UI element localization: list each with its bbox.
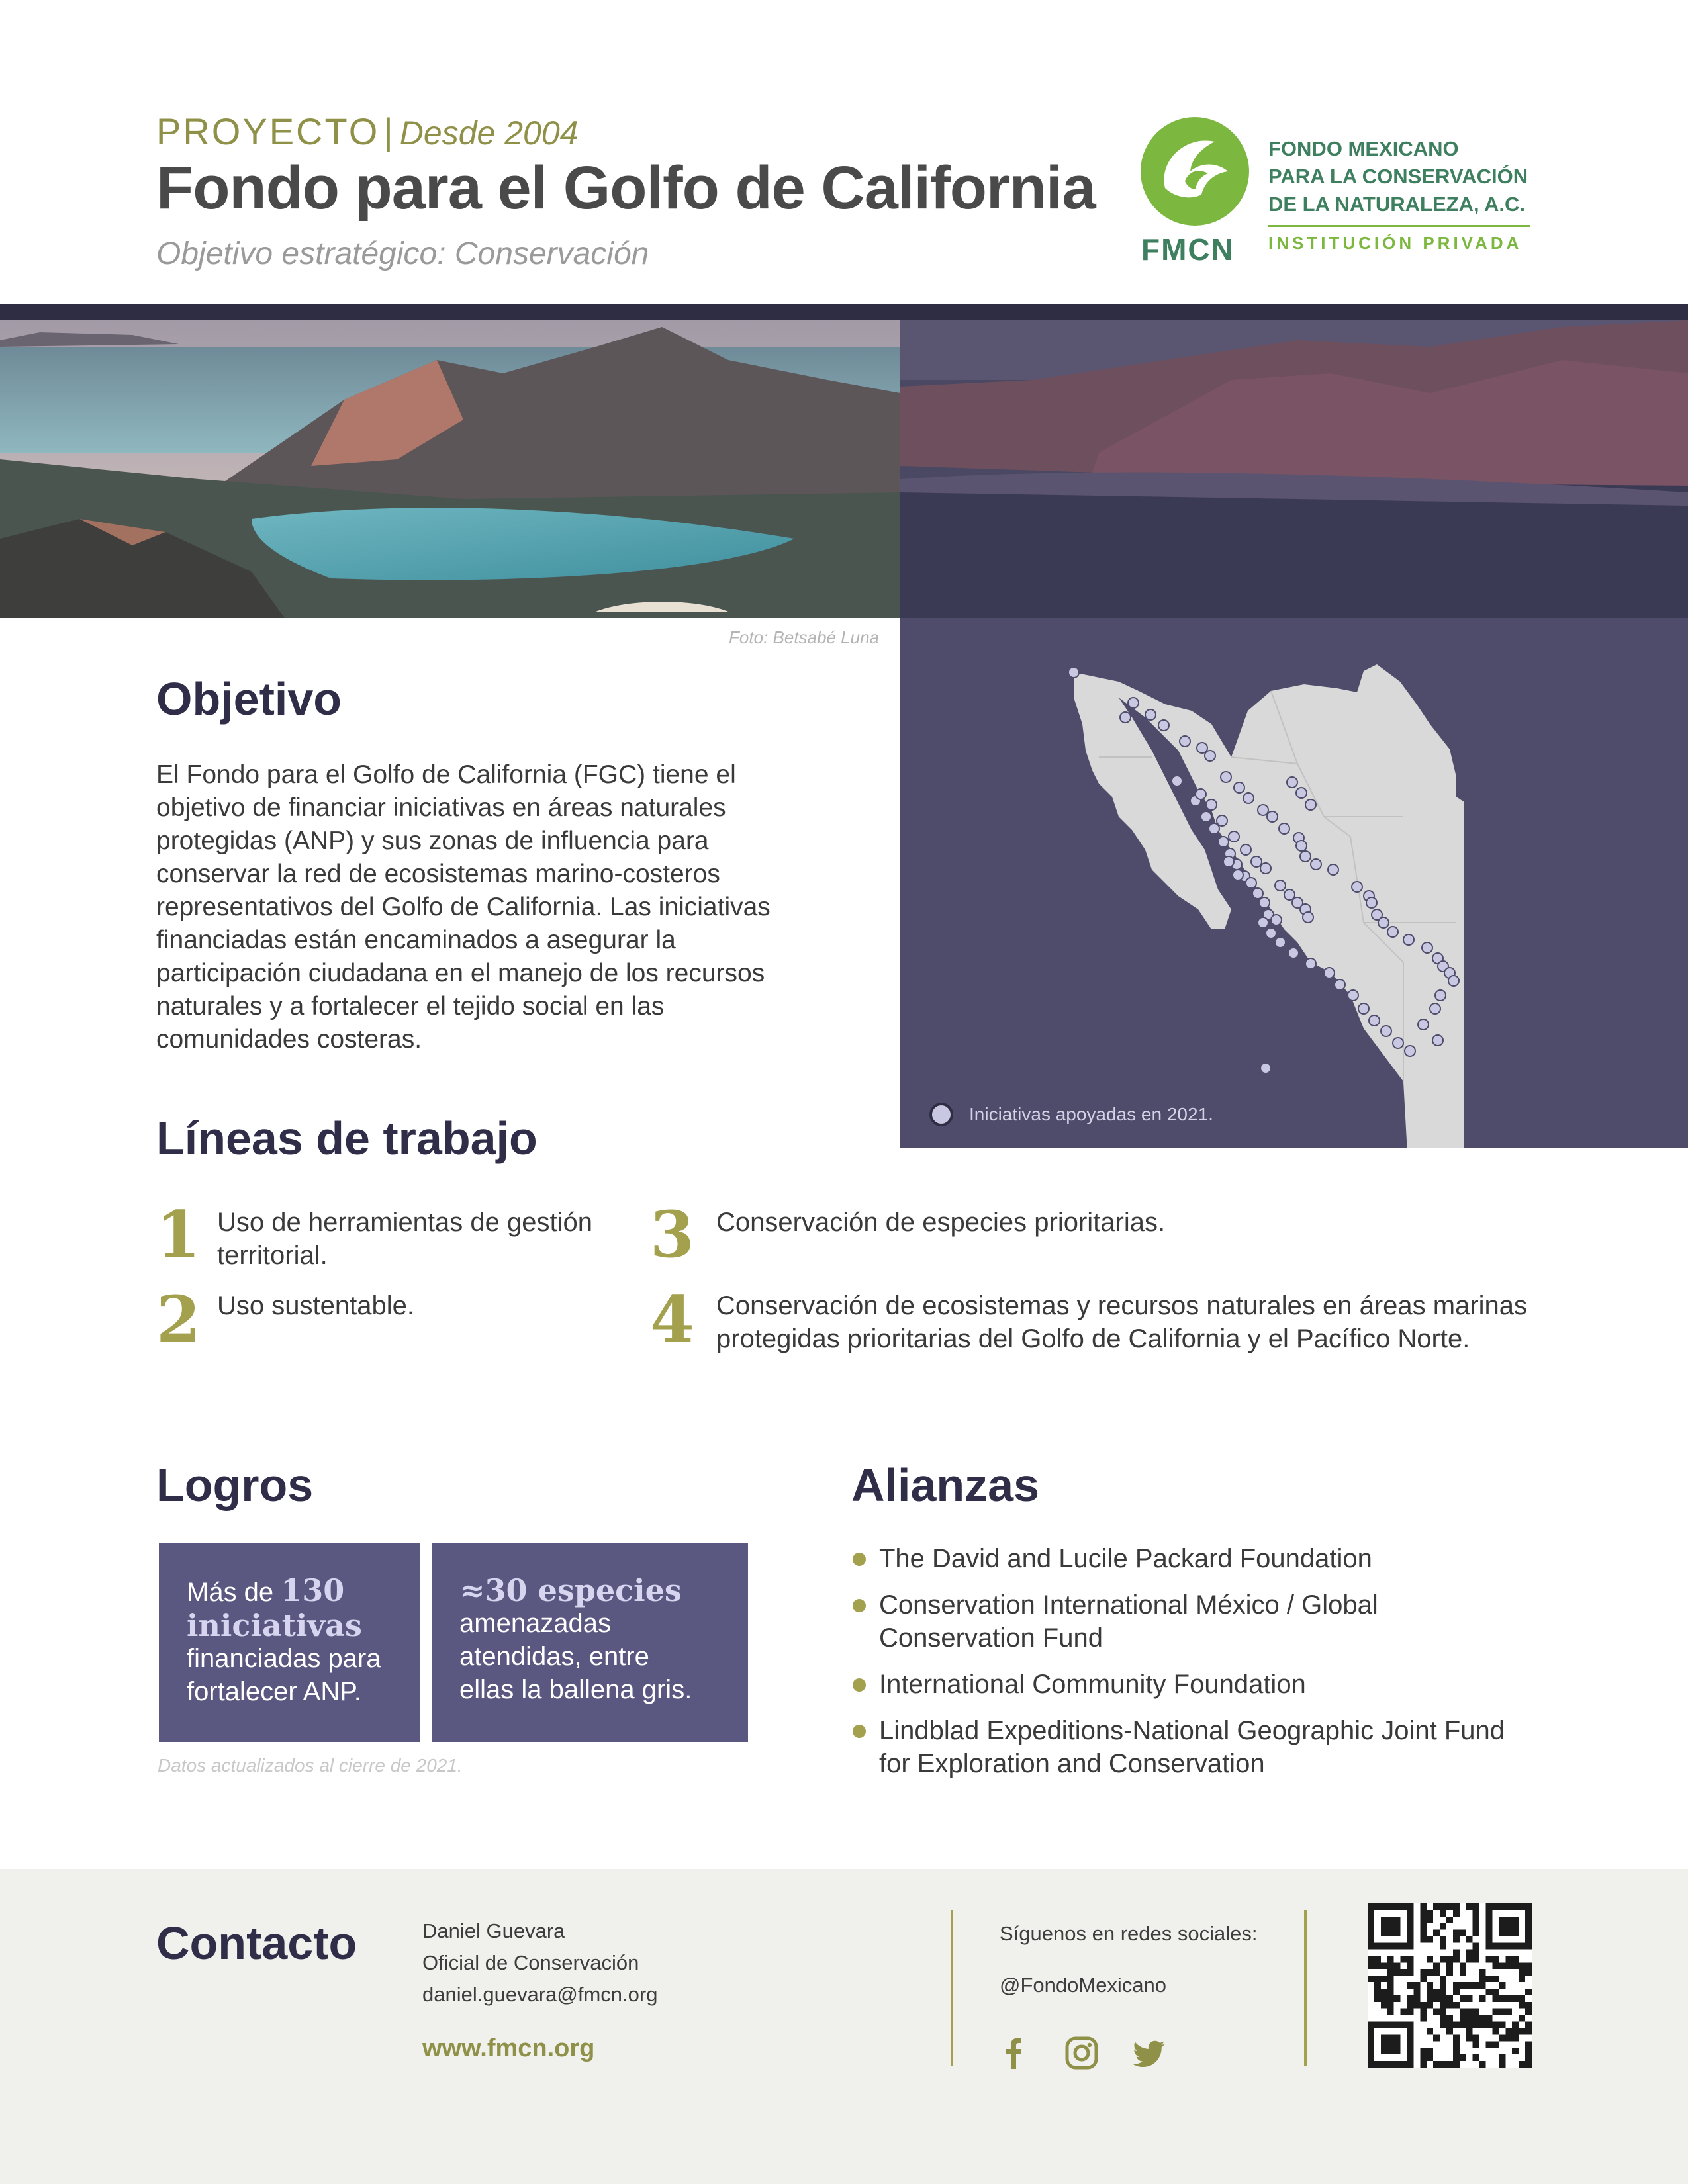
list-item: Conservation International México / Global Conservation Fund — [851, 1588, 1553, 1655]
bullet-icon — [853, 1725, 866, 1738]
initiative-dot — [1352, 882, 1362, 892]
linea-text-1: Uso de herramientas de gestión territorial. — [217, 1208, 592, 1270]
initiative-dot — [1435, 990, 1446, 1001]
initiative-dot — [1393, 1038, 1403, 1048]
initiative-dot — [1288, 948, 1299, 958]
initiative-dot — [1311, 859, 1321, 870]
initiative-dot — [1205, 751, 1215, 761]
initiative-dot — [1120, 712, 1131, 723]
legend-dot-icon — [929, 1103, 953, 1126]
alianzas-list — [851, 1542, 1553, 1794]
initiative-dot — [1403, 934, 1414, 945]
contact-name: Daniel Guevara — [422, 1919, 565, 1942]
initiative-dot — [1180, 736, 1190, 747]
initiative-dot — [1358, 1003, 1369, 1014]
initiative-dot — [1303, 912, 1313, 923]
initiative-dot — [1432, 1035, 1443, 1046]
page-subtitle: Objetivo estratégico: Conservación — [156, 236, 649, 271]
initiative-dot — [1260, 863, 1271, 874]
landscape-photo-right — [900, 320, 1688, 618]
page-title: Fondo para el Golfo de California — [156, 154, 1096, 222]
initiative-dot — [1284, 889, 1295, 900]
alianzas-heading: Alianzas — [851, 1459, 1039, 1511]
linea-number-3: 3 — [650, 1197, 694, 1272]
initiative-dot — [1279, 823, 1289, 834]
initiative-dot — [1296, 841, 1307, 851]
photo-credit: Foto: Betsabé Luna — [729, 627, 879, 647]
linea-text-4: Conservación de ecosistemas y recursos naturales en áreas marinas protegidas prioritarias del Golfo de California y el Pacífico Norte. — [716, 1291, 1528, 1353]
logo-divider — [1268, 225, 1530, 227]
social-label: Síguenos en redes sociales: — [1000, 1922, 1258, 1945]
website-link[interactable]: www.fmcn.org — [422, 2034, 595, 2062]
initiative-dot — [1275, 937, 1286, 948]
landscape-photo-left — [0, 320, 900, 618]
social-handle[interactable]: @FondoMexicano — [1000, 1974, 1167, 1997]
initiative-dot — [1209, 823, 1219, 834]
initiative-dot — [1201, 811, 1211, 822]
lineas-heading: Líneas de trabajo — [156, 1113, 538, 1164]
since-year: Desde 2004 — [399, 114, 579, 152]
logo-tagline: INSTITUCIÓN PRIVADA — [1268, 233, 1523, 253]
initiative-dot — [1145, 709, 1156, 720]
initiative-dot — [1217, 815, 1227, 826]
twitter-icon[interactable] — [1132, 2034, 1169, 2071]
initiative-dot — [1287, 777, 1297, 788]
map-legend: Iniciativas apoyadas en 2021. — [969, 1104, 1213, 1124]
initiative-dot — [1258, 805, 1268, 815]
linea-text-2: Uso sustentable. — [217, 1291, 414, 1320]
initiative-dot — [1305, 799, 1316, 810]
contacto-heading: Contacto — [156, 1917, 357, 1969]
logros-note: Datos actualizados al cierre de 2021. — [158, 1755, 463, 1776]
initiative-dot — [1422, 942, 1432, 953]
initiative-dot — [1366, 897, 1377, 908]
initiative-dot — [1266, 928, 1276, 938]
initiative-dot — [1405, 1046, 1415, 1056]
linea-number-2: 2 — [156, 1282, 201, 1357]
bullet-icon — [853, 1678, 866, 1692]
initiative-dot — [1223, 856, 1234, 867]
initiative-dot — [1233, 870, 1243, 880]
linea-number-1: 1 — [156, 1197, 201, 1272]
initiatives-map — [900, 618, 1688, 1148]
bullet-icon — [853, 1553, 866, 1566]
initiative-dot — [1335, 979, 1345, 990]
initiative-dot — [1381, 1026, 1391, 1036]
initiative-dot — [1196, 789, 1206, 799]
project-label: PROYECTO | Desde 2004 — [156, 111, 579, 152]
initiative-dot — [1430, 1003, 1440, 1014]
initiative-dot — [1197, 743, 1207, 753]
fmcn-logo-icon — [1139, 115, 1251, 228]
linea-number-4: 4 — [650, 1282, 694, 1357]
initiative-dot — [1246, 878, 1256, 888]
initiative-dot — [1324, 968, 1335, 978]
initiative-dot — [1378, 917, 1389, 928]
initiative-dot — [1128, 698, 1139, 708]
initiative-dot — [1267, 811, 1278, 822]
initiative-dot — [1234, 782, 1244, 793]
qr-code-icon[interactable] — [1368, 1903, 1532, 2068]
logro-box-iniciativas: Más de 130 iniciativas financiadas para fortalecer ANP. — [159, 1543, 420, 1742]
initiative-dot — [1271, 915, 1282, 925]
initiative-dot — [1221, 772, 1231, 782]
list-item: International Community Foundation — [851, 1668, 1553, 1701]
objetivo-heading: Objetivo — [156, 673, 342, 725]
initiative-dot — [1251, 856, 1262, 867]
initiative-dot — [1252, 888, 1263, 899]
logros-heading: Logros — [156, 1459, 314, 1511]
linea-text-3: Conservación de especies prioritarias. — [716, 1208, 1166, 1237]
initiative-dot — [1328, 864, 1338, 875]
initiative-dot — [1369, 1015, 1380, 1026]
initiative-dot — [1229, 831, 1239, 842]
contact-email[interactable]: daniel.guevara@fmcn.org — [422, 1983, 658, 2006]
initiative-dot — [1296, 788, 1307, 798]
label-separator: | — [383, 111, 393, 152]
list-item: Lindblad Expeditions-National Geographic Joint Fund for Exploration and Conservation — [851, 1714, 1553, 1780]
initiative-dot — [1172, 776, 1182, 786]
logo-name: FONDO MEXICANO PARA LA CONSERVACIÓN DE LA NATURALEZA, A.C. — [1268, 137, 1528, 216]
initiative-dot — [1260, 1063, 1271, 1073]
initiative-dot — [1387, 927, 1398, 937]
initiative-dot — [1448, 976, 1459, 986]
contact-role: Oficial de Conservación — [422, 1951, 639, 1974]
header-bar — [0, 304, 1688, 320]
facebook-icon[interactable] — [996, 2034, 1033, 2071]
initiative-dot — [1300, 851, 1311, 862]
initiative-dot — [1305, 958, 1316, 969]
initiative-dot — [1259, 897, 1270, 908]
footer-divider-right — [1304, 1910, 1307, 2066]
objetivo-paragraph: El Fondo para el Golfo de California (FGC) tiene el objetivo de financiar iniciativas en áreas naturales protegidas (ANP) y sus zonas de influencia para conservar la red de ecosistemas marino-costeros representativos del Golfo de California. Las iniciativas financiadas están encaminados a asegurar la participación ciudadana en el manejo de los recursos naturales y a fortalecer el tejido social en las comunidades costeras. — [156, 760, 771, 1054]
list-item: The David and Lucile Packard Foundation — [851, 1542, 1553, 1575]
bullet-icon — [853, 1599, 866, 1612]
logro-box-especies: ≈30 especies amenazadas atendidas, entre ellas la ballena gris. — [432, 1543, 748, 1742]
instagram-icon[interactable] — [1063, 2034, 1100, 2071]
initiative-dot — [1348, 990, 1358, 1001]
initiative-dot — [1218, 837, 1229, 847]
initiative-dot — [1241, 844, 1251, 855]
footer-divider — [951, 1910, 953, 2066]
initiative-dot — [1068, 667, 1079, 678]
initiative-dot — [1158, 720, 1169, 731]
initiative-dot — [1258, 917, 1268, 928]
initiative-dot — [1243, 793, 1254, 803]
initiative-dot — [1206, 799, 1217, 810]
logo-abbreviation: FMCN — [1141, 232, 1235, 267]
initiative-dot — [1418, 1019, 1429, 1030]
initiative-dot — [1275, 880, 1286, 891]
